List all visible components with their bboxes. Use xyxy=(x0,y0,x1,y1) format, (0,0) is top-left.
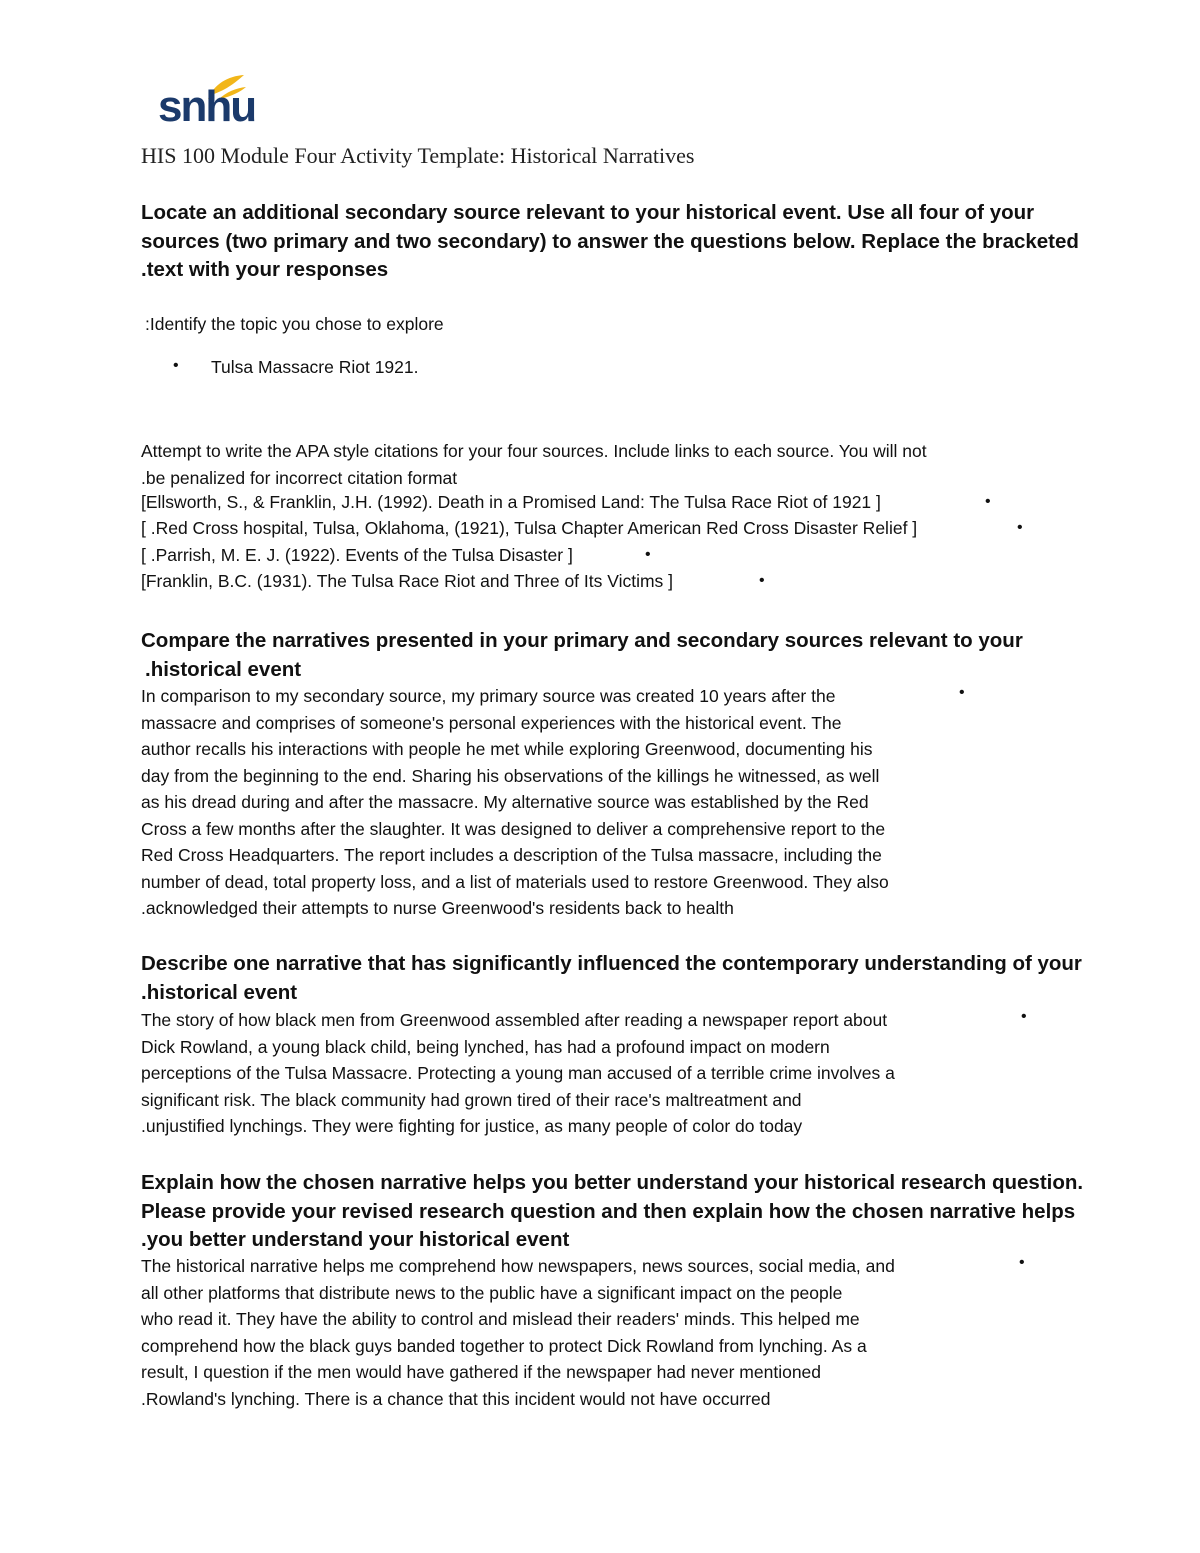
describe-line: .unjustified lynchings. They were fighting for justice, as many people of color do today xyxy=(141,1116,803,1136)
describe-line: Dick Rowland, a young black child, being lynched, has had a profound impact on modern xyxy=(141,1036,830,1057)
compare-heading-line: Compare the narratives presented in your primary and secondary sources relevant to your xyxy=(141,629,1023,652)
describe-line: perceptions of the Tulsa Massacre. Protecting a young man accused of a terrible crime involves a xyxy=(141,1063,895,1083)
citations-prompt-line: .be penalized for incorrect citation format xyxy=(141,467,458,488)
describe-line: The story of how black men from Greenwood assembled after reading a newspaper report about xyxy=(141,1010,888,1030)
citation-item: [ .Red Cross hospital, Tulsa, Oklahoma, (1921), Tulsa Chapter American Red Cross Disaster Relief ] xyxy=(141,518,918,538)
bullet-icon: • xyxy=(1017,519,1023,536)
compare-heading xyxy=(141,627,1071,684)
explain-line: comprehend how the black guys banded together to protect Dick Rowland from lynching. As a xyxy=(141,1335,867,1356)
compare-line: as his dread during and after the massacre. My alternative source was established by the Red xyxy=(141,792,869,812)
compare-line: massacre and comprises of someone's personal experiences with the historical event. The xyxy=(141,712,842,733)
explain-line: who read it. They have the ability to control and mislead their readers' minds. This helped me xyxy=(141,1309,860,1329)
describe-body xyxy=(141,1007,1071,1140)
bullet-icon: • xyxy=(645,546,651,563)
explain-line: .Rowland's lynching. There is a chance that this incident would not have occurred xyxy=(141,1388,771,1409)
compare-heading-line: .historical event xyxy=(145,657,302,681)
citations-prompt xyxy=(141,438,1071,491)
explain-heading-line: Explain how the chosen narrative helps you better understand your historical research question. xyxy=(141,1171,1084,1194)
compare-line: day from the beginning to the end. Sharing his observations of the killings he witnessed, as well xyxy=(141,765,880,786)
bullet-icon: • xyxy=(985,493,991,510)
explain-body xyxy=(141,1253,1071,1412)
bullet-icon: • xyxy=(1019,1254,1025,1271)
explain-line: result, I question if the men would have gathered if the newspaper had never mentioned xyxy=(141,1362,822,1382)
bullet-icon: • xyxy=(1021,1008,1027,1025)
bullet-icon: • xyxy=(959,684,965,701)
topic-prompt: :Identify the topic you chose to explore xyxy=(145,314,444,334)
explain-line: The historical narrative helps me comprehend how newspapers, news sources, social media, and xyxy=(141,1256,895,1276)
explain-heading xyxy=(141,1169,1084,1255)
describe-line: significant risk. The black community had grown tired of their race's maltreatment and xyxy=(141,1089,802,1110)
citations-prompt-line: Attempt to write the APA style citations for your four sources. Include links to each source. You will not xyxy=(141,441,927,461)
citation-item: [Franklin, B.C. (1931). The Tulsa Race Riot and Three of Its Victims ] xyxy=(141,571,674,591)
describe-heading xyxy=(141,950,1082,1007)
explain-line: all other platforms that distribute news to the public have a significant impact on the people xyxy=(141,1282,843,1303)
compare-line: In comparison to my secondary source, my primary source was created 10 years after the xyxy=(141,686,836,706)
citation-item: [ .Parrish, M. E. J. (1922). Events of the Tulsa Disaster ] xyxy=(141,545,573,565)
intro-line: .text with your responses xyxy=(141,258,389,281)
compare-line: Red Cross Headquarters. The report includes a description of the Tulsa massacre, including the xyxy=(141,845,882,865)
compare-line: author recalls his interactions with people he met while exploring Greenwood, documenting his xyxy=(141,739,873,759)
intro-line: sources (two primary and two secondary) to answer the questions below. Replace the bracketed xyxy=(141,229,1079,253)
citation-item: [Ellsworth, S., & Franklin, J.H. (1992). Death in a Promised Land: The Tulsa Race Riot of 1921 ] xyxy=(141,492,881,512)
explain-heading-line: Please provide your revised research question and then explain how the chosen narrative helps xyxy=(141,1199,1076,1223)
describe-heading-line: .historical event xyxy=(141,980,298,1004)
compare-body xyxy=(141,683,1071,922)
compare-line: .acknowledged their attempts to nurse Greenwood's residents back to health xyxy=(141,898,734,918)
describe-heading-line: Describe one narrative that has significantly influenced the contemporary understanding of your xyxy=(141,952,1082,975)
explain-heading-line: .you better understand your historical event xyxy=(141,1228,570,1251)
compare-line: number of dead, total property loss, and a list of materials used to restore Greenwood. They also xyxy=(141,871,889,892)
intro-instructions xyxy=(141,199,1079,285)
document-title: HIS 100 Module Four Activity Template: Historical Narratives xyxy=(141,143,695,168)
snhu-logo xyxy=(158,72,256,134)
intro-line: Locate an additional secondary source relevant to your historical event. Use all four of your xyxy=(141,201,1035,224)
logo-text: snhu xyxy=(158,82,256,131)
bullet-icon: • xyxy=(173,357,179,374)
bullet-icon: • xyxy=(759,572,765,589)
compare-line: Cross a few months after the slaughter. It was designed to deliver a comprehensive report to the xyxy=(141,818,886,839)
topic-answer: Tulsa Massacre Riot 1921. xyxy=(211,357,419,377)
